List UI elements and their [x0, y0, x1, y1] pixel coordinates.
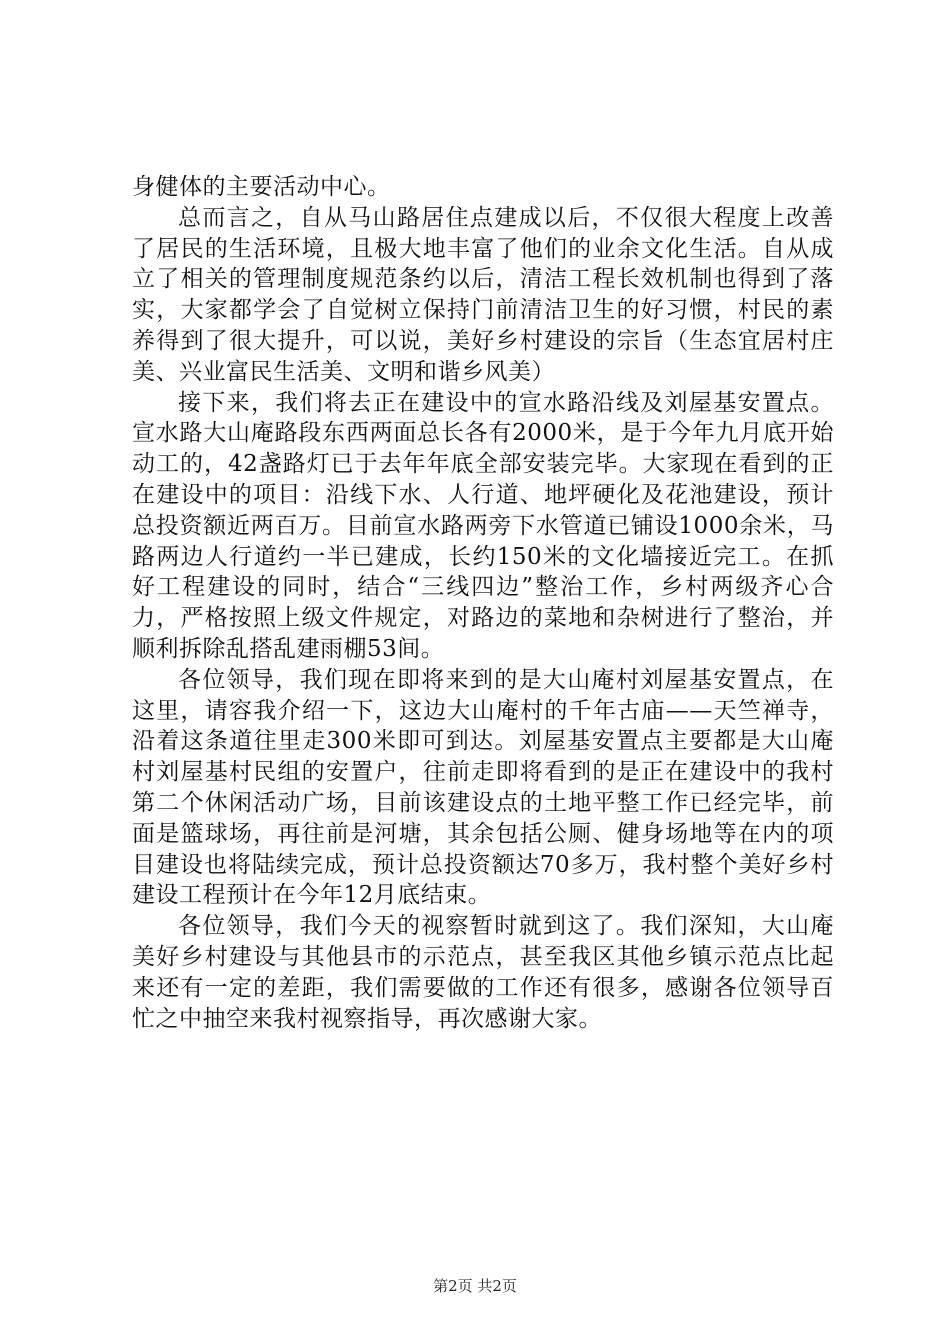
- paragraph-1: 身健体的主要活动中心。: [132, 174, 391, 200]
- document-body: [132, 172, 834, 1034]
- page-footer: 第2页 共2页: [433, 1277, 517, 1295]
- paragraph-3: 接下来，我们将去正在建设中的宣水路沿线及刘屋基安置点。宣水路大山庵路段东西两面总长各有2000米，是于今年九月底开始动工的，42盏路灯已于去年年底全部安装完毕。大家现在看到的正在建设中的项目：沿线下水、人行道、地坪硬化及花池建设，预计总投资额近两百万。目前宣水路两旁下水管道已铺设1000余米，马路两边人行道约一半已建成，长约150米的文化墙接近完工。在抓好工程建设的同时，结合“三线四边”整治工作，乡村两级齐心合力，严格按照上级文件规定，对路边的菜地和杂树进行了整治，并顺利拆除乱搭乱建雨棚53间。: [132, 389, 834, 662]
- paragraph-4: 各位领导，我们现在即将来到的是大山庵村刘屋基安置点，在这里，请容我介绍一下，这边大山庵村的千年古庙——天竺禅寺，沿着这条道往里走300米即可到达。刘屋基安置点主要都是大山庵村刘屋基村民组的安置户，往前走即将看到的是正在建设中的我村第二个休闲活动广场，目前该建设点的土地平整工作已经完毕，前面是篮球场，再往前是河塘，其余包括公厕、健身场地等在内的项目建设也将陆续完成，预计总投资额达70多万，我村整个美好乡村建设工程预计在今年12月底结束。: [132, 666, 834, 909]
- paragraph-5: 各位领导，我们今天的视察暂时就到这了。我们深知，大山庵美好乡村建设与其他县市的示范点，甚至我区其他乡镇示范点比起来还有一定的差距，我们需要做的工作还有很多，感谢各位领导百忙之中抽空来我村视察指导，再次感谢大家。: [132, 913, 834, 1032]
- paragraph-2: 总而言之，自从马山路居住点建成以后，不仅很大程度上改善了居民的生活环境，且极大地丰富了他们的业余文化生活。自从成立了相关的管理制度规范条约以后，清洁工程长效机制也得到了落实，大家都学会了自觉树立保持门前清洁卫生的好习惯，村民的素养得到了很大提升，可以说，美好乡村建设的宗旨（生态宜居村庄美、兴业富民生活美、文明和谐乡风美）: [132, 204, 834, 385]
